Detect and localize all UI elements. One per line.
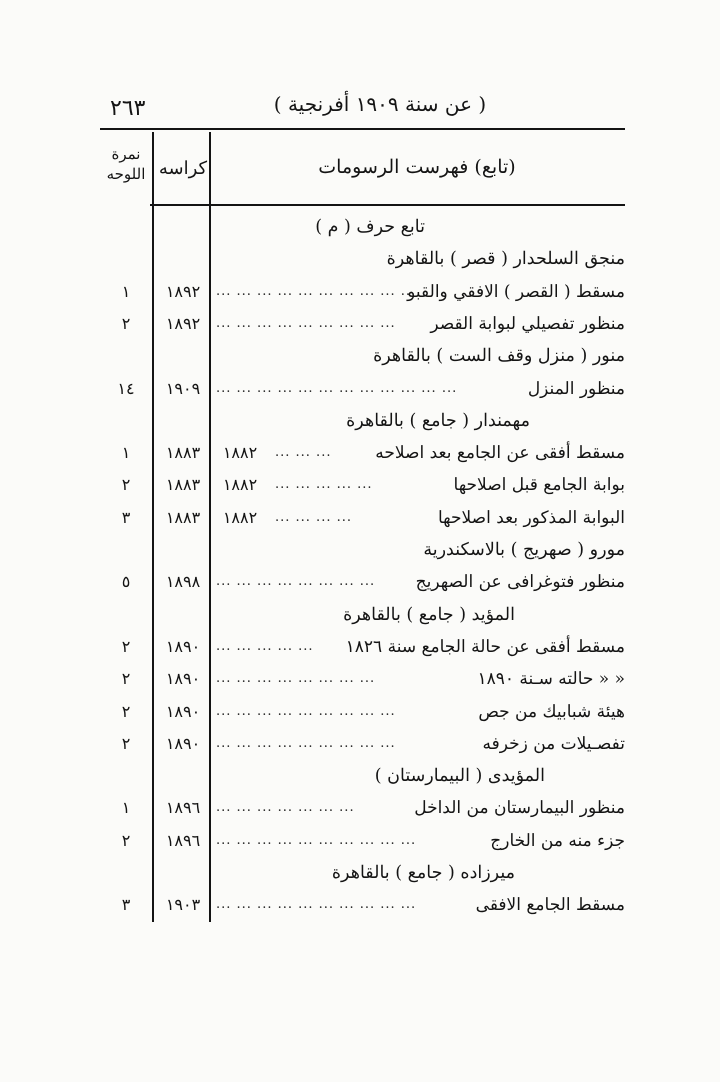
- entry-heading: مورو ( صهريج ) بالاسكندرية: [423, 540, 625, 560]
- plate-number: ٢: [121, 475, 131, 495]
- index-entry-row: [100, 503, 625, 535]
- entry-heading: تابع حرف ( م ): [315, 217, 425, 237]
- leader-dots: ... ... ... ... ... ... ... ...: [216, 671, 376, 687]
- column-header-rule: [150, 204, 625, 206]
- index-entry-row: [100, 309, 625, 341]
- entry-heading: ميرزاده ( جامع ) بالقاهرة: [331, 863, 515, 883]
- entry-heading: المؤيدى ( البيمارستان ): [374, 766, 545, 787]
- index-entry-row: [100, 664, 625, 696]
- leader-dots: ... ... ... ... ...: [275, 477, 373, 493]
- entry-heading: مهمندار ( جامع ) بالقاهرة: [346, 410, 530, 431]
- folio-year: ١٨٩٢: [165, 313, 201, 333]
- plate-number: ١٤: [117, 378, 135, 398]
- index-heading-row: [100, 212, 625, 244]
- entry-description: مسقط ( القصر ) الافقي والقبو: [407, 281, 625, 302]
- leader-dots: ... ... ... ... ... ... ... ... ...: [216, 315, 396, 331]
- index-heading-row: [100, 341, 625, 373]
- leader-dots: ... ... ... ... ... ... ... ... ... ...: [216, 283, 417, 299]
- folio-year: ١٨٩٦: [165, 830, 201, 850]
- folio-year: ١٩٠٩: [165, 378, 201, 398]
- plate-number: ٥: [121, 572, 131, 592]
- plate-number: ٣: [121, 895, 131, 915]
- entry-heading: منور ( منزل وقف الست ) بالقاهرة: [373, 346, 625, 367]
- leader-dots: ... ... ... ... ... ... ... ... ...: [216, 735, 396, 751]
- plate-number: ٢: [121, 669, 131, 689]
- leader-dots: ... ... ... ... ... ... ... ... ...: [216, 703, 396, 719]
- folio-year: ١٨٨٣: [165, 443, 201, 463]
- folio-year: ١٨٩٠: [165, 636, 201, 656]
- entry-description: منظور فتوغرافى عن الصهريج: [415, 572, 625, 593]
- plate-number: ٢: [121, 313, 131, 333]
- index-heading-row: [100, 761, 625, 793]
- folio-year: ١٨٩٠: [165, 669, 201, 689]
- title-column-header: (تابع) فهرست الرسومات: [318, 156, 516, 178]
- secondary-year: ١٨٨٢: [222, 443, 258, 463]
- secondary-year: ١٨٨٢: [222, 475, 258, 495]
- plate-number: ١: [121, 798, 131, 818]
- header-rule: [100, 128, 625, 130]
- entry-description: بوابة الجامع قبل اصلاحها: [453, 475, 625, 496]
- entry-description: هيئة شبابيك من جص: [478, 701, 625, 722]
- entry-description: جزء منه من الخارج: [490, 830, 625, 851]
- plate-number: ٢: [121, 636, 131, 656]
- folio-year: ١٨٩٠: [165, 733, 201, 753]
- entry-description: منظور البيمارستان من الداخل: [414, 798, 625, 819]
- leader-dots: ... ... ... ... ...: [216, 638, 314, 654]
- entry-description: مسقط أفقى عن الجامع بعد اصلاحه: [375, 443, 625, 464]
- index-heading-row: [100, 858, 625, 890]
- page-number: ٢٦٣: [110, 96, 146, 121]
- entry-description: البوابة المذكور بعد اصلاحها: [437, 507, 625, 528]
- leader-dots: ... ... ... ... ... ... ...: [216, 800, 355, 816]
- leader-dots: ... ... ... ... ... ... ... ...: [216, 574, 376, 590]
- index-entry-row: [100, 697, 625, 729]
- folio-year: ١٨٩٦: [165, 798, 201, 818]
- folio-year: ١٨٩٢: [165, 281, 201, 301]
- entry-description: تفصـيلات من زخرفه: [482, 733, 625, 754]
- entry-description: منظور تفصيلي لبوابة القصر: [430, 313, 625, 334]
- leader-dots: ... ... ... ...: [275, 509, 352, 525]
- plate-number: ٢: [121, 701, 131, 721]
- index-entry-row: [100, 374, 625, 406]
- entry-heading: منجق السلحدار ( قصر ) بالقاهرة: [386, 249, 625, 270]
- plate-number: ٢: [121, 830, 131, 850]
- leader-dots: ... ... ...: [275, 445, 332, 461]
- folio-year: ١٨٩٨: [165, 572, 201, 592]
- index-entry-row: [100, 890, 625, 922]
- entry-heading: المؤيد ( جامع ) بالقاهرة: [343, 604, 515, 625]
- folio-year: ١٩٠٣: [165, 895, 201, 915]
- entry-description: مسقط أفقى عن حالة الجامع سنة ١٨٢٦: [345, 636, 625, 657]
- index-heading-row: [100, 406, 625, 438]
- index-entry-row: [100, 793, 625, 825]
- running-title: ( عن سنة ١٩٠٩ أفرنجية ): [273, 92, 487, 116]
- index-entry-row: [100, 632, 625, 664]
- folio-year: ١٨٨٣: [165, 507, 201, 527]
- index-entry-row: [100, 470, 625, 502]
- entry-description: مسقط الجامع الافقى: [475, 895, 625, 916]
- leader-dots: ... ... ... ... ... ... ... ... ... ...: [216, 897, 417, 913]
- folio-year: ١٨٩٠: [165, 701, 201, 721]
- index-heading-row: [100, 244, 625, 276]
- plate-number: ١: [121, 281, 131, 301]
- index-entry-row: [100, 729, 625, 761]
- plate-number: ٣: [121, 507, 131, 527]
- plate-number: ٢: [121, 733, 131, 753]
- index-heading-row: [100, 600, 625, 632]
- entry-description: « « حالته سـنة ١٨٩٠: [477, 669, 625, 690]
- plate-number: ١: [121, 443, 131, 463]
- entry-description: منظور المنزل: [527, 378, 625, 399]
- index-entry-row: [100, 438, 625, 470]
- leader-dots: ... ... ... ... ... ... ... ... ... ... ... ...: [216, 380, 458, 396]
- plate-column-header: نمرة اللوحه: [106, 145, 146, 183]
- leader-dots: ... ... ... ... ... ... ... ... ... ...: [216, 832, 417, 848]
- index-entry-row: [100, 826, 625, 858]
- index-heading-row: [100, 535, 625, 567]
- secondary-year: ١٨٨٢: [222, 507, 258, 527]
- index-entry-row: [100, 567, 625, 599]
- folio-column-header: كراسه: [158, 158, 208, 179]
- folio-year: ١٨٨٣: [165, 475, 201, 495]
- index-entry-row: [100, 277, 625, 309]
